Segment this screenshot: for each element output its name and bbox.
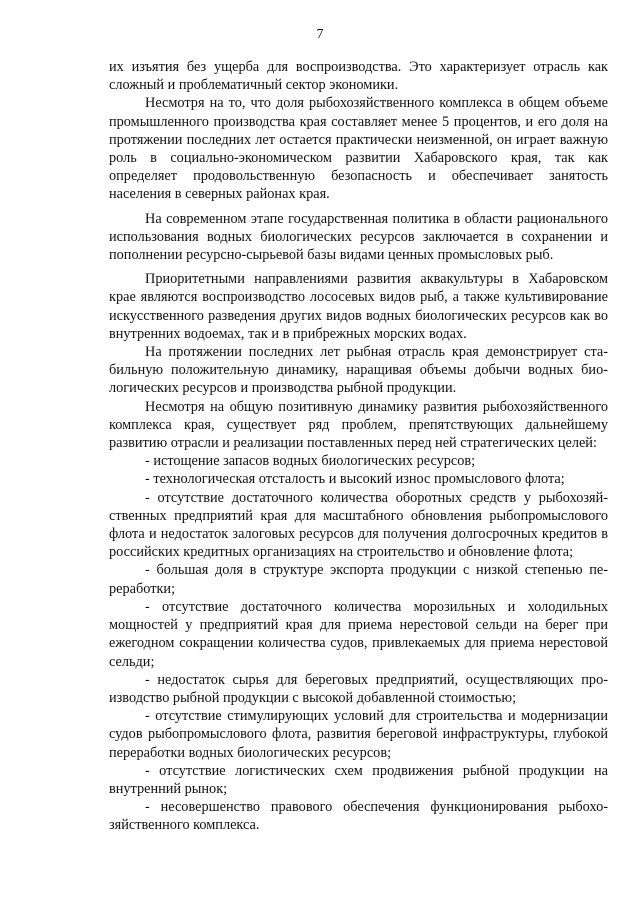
list-item-logistics: - отсутствие логистических схем продвижения рыбной продукции на внутренний рынок; [109, 762, 608, 797]
list-item-legal-framework: - несовершенство правового обеспечения функционирования рыбохозяйственного комплекса. [109, 799, 608, 834]
list-item-resource-depletion: - истощение запасов водных биологических ресурсов; [145, 453, 476, 470]
list-item-raw-material-shortage: - недостаток сырья для береговых предприятий, осуществляющих производство рыбной продукции с высокой добавленной стоимостью; [109, 671, 608, 706]
list-item-cold-storage: - отсутствие достаточного количества морозильных и холодильных мощностей у предприятий края для приема нерестовой сельди на берег при ежегодном сокращении количества судов, привлекаемых для приема нерестовой сельди; [109, 598, 608, 670]
paragraph-aquaculture-priorities: Приоритетными направлениями развития аквакультуры в Хабаровском крае являются воспроизводство лососевых видов рыб, а также культивирование искусственного разведения других видов водных биологических ресурсов как во внутренних водоемах, так и в прибрежных морских водах. [109, 271, 608, 342]
list-item-export-structure: - большая доля в структуре экспорта продукции с низкой степенью переработки; [109, 562, 608, 597]
list-item-incentives: - отсутствие стимулирующих условий для строительства и модернизации судов рыбопромыслового флота, развития береговой инфраструктуры, глубокой переработки водных биологических ресурсов; [109, 708, 608, 761]
paragraph-continuation: их изъятия без ущерба для воспроизводства. Это характеризует отрасль как сложный и проблематичный сектор экономики. [109, 59, 608, 94]
paragraph-problems-intro: Несмотря на общую позитивную динамику развития рыбохозяйственного комплекса края, существует ряд проблем, препятствующих дальнейшему развитию отрасли и реализации поставленных перед ней стратегических целей: [109, 398, 608, 452]
paragraph-fisheries-share: Несмотря на то, что доля рыбохозяйственного комплекса в общем объеме промышленного производства края составляет менее 5 процентов, и его доля на протяжении последних лет остается практически неизменной, он играет важную роль в социально-экономическом развитии Хабаровского края, так как определяет продовольственную безопасность и обеспечивает занятость населения в северных районах края. [109, 95, 608, 203]
paragraph-positive-dynamics: На протяжении последних лет рыбная отрасль края демонстрирует стабильную положительную динамику, наращивая объемы добычи водных биологических ресурсов и производства рыбной продукции. [109, 344, 608, 397]
list-item-working-capital: - отсутствие достаточного количества оборотных средств у рыбохозяйственных предприятий края для масштабного обновления рыбопромыслового флота и недостаток залоговых ресурсов для получения долгосрочных кредитов в российских кредитных организациях на строительство и обновление флота; [109, 489, 608, 561]
document-body [109, 58, 608, 835]
list-item-fleet-wear: - технологическая отсталость и высокий износ промыслового флота; [145, 471, 565, 488]
paragraph-state-policy: На современном этапе государственная политика в области рационального использования водных биологических ресурсов заключается в сохранении и пополнении ресурсно-сырьевой базы видами ценных промысловых рыб. [109, 210, 608, 264]
page-number: 7 [316, 27, 324, 42]
